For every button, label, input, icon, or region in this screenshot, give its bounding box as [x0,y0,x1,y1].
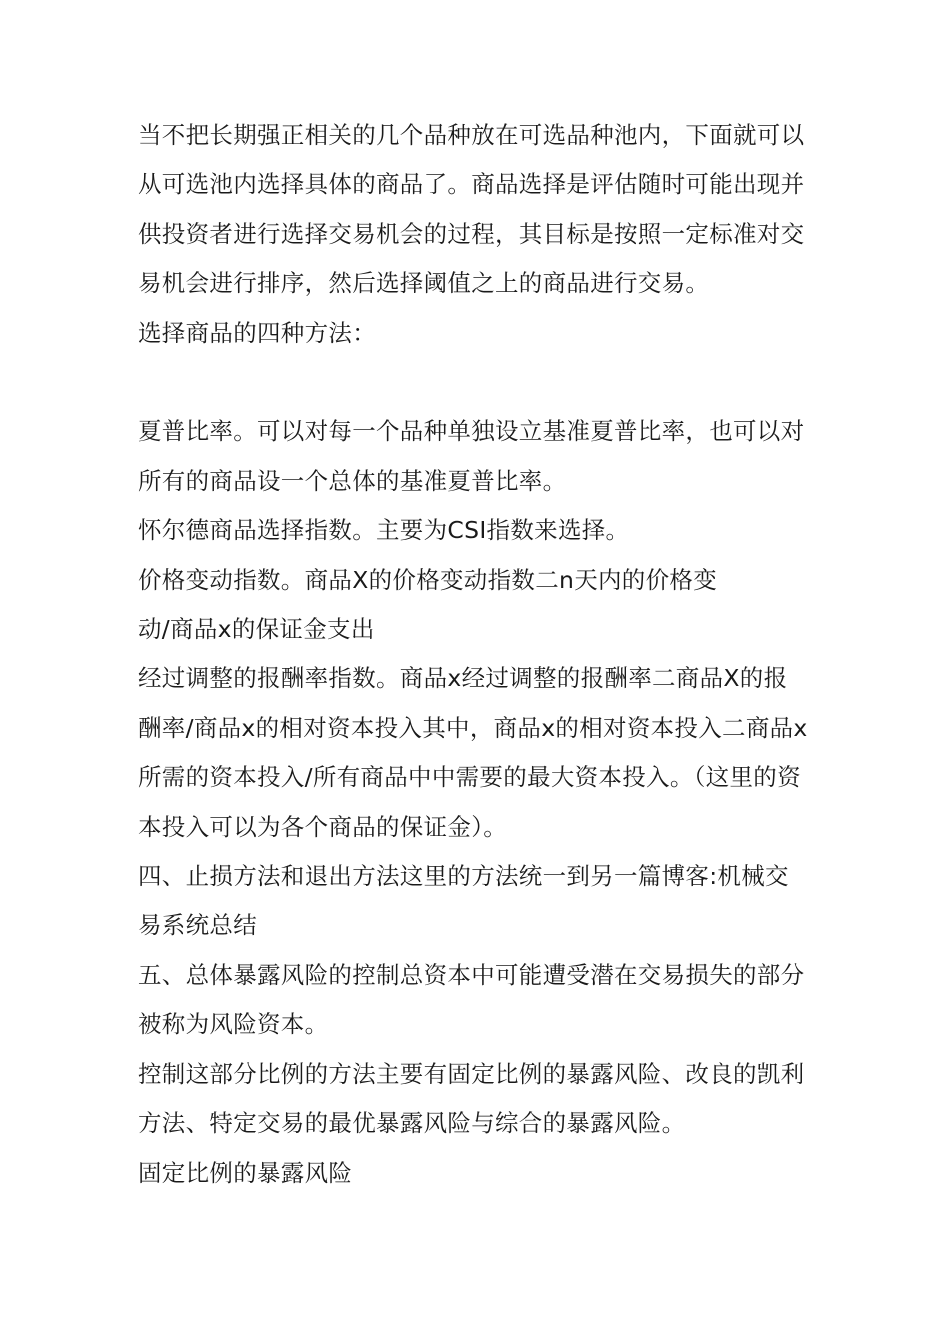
blank-line [138,358,808,407]
paragraph-adjusted-return-index: 经过调整的报酬率指数。商品x经过调整的报酬率二商品X的报酬率/商品x的相对资本投入其中，商品x的相对资本投入二商品x所需的资本投入/所有商品中中需要的最大资本投入。（这里的资本投入可以为各个商品的保证金）。 [138,664,808,841]
document-body [138,111,808,1198]
paragraph-wilder-csi: 怀尔德商品选择指数。主要为CSI指数来选择。 [138,516,630,545]
paragraph-sharpe-ratio: 夏普比率。可以对每一个品种单独设立基准夏普比率，也可以对所有的商品设一个总体的基准夏普比率。 [138,417,805,495]
paragraph-four-methods-heading: 选择商品的四种方法： [138,318,376,347]
paragraph-fixed-ratio-heading: 固定比例的暴露风险 [138,1158,353,1187]
paragraph-exposure-methods: 控制这部分比例的方法主要有固定比例的暴露风险、改良的凯利方法、特定交易的最优暴露风险与综合的暴露风险。 [138,1059,805,1138]
paragraph-section-four-stop-loss: 四、止损方法和退出方法这里的方法统一到另一篇博客:机械交易系统总结 [138,862,789,940]
paragraph-price-change-index: 价格变动指数。商品X的价格变动指数二n天内的价格变 [138,565,717,594]
paragraph-section-five-exposure: 五、总体暴露风险的控制总资本中可能遭受潜在交易损失的部分被称为风险资本。 [138,960,805,1039]
paragraph-price-change-index-cont: 动/商品x的保证金支出 [138,615,375,644]
paragraph-commodity-selection-intro: 当不把长期强正相关的几个品种放在可选品种池内，下面就可以从可选池内选择具体的商品了。商品选择是评估随时可能出现并供投资者进行选择交易机会的过程，其目标是按照一定标准对交易机会进行排序，然后选择阈值之上的商品进行交易。 [138,121,805,298]
